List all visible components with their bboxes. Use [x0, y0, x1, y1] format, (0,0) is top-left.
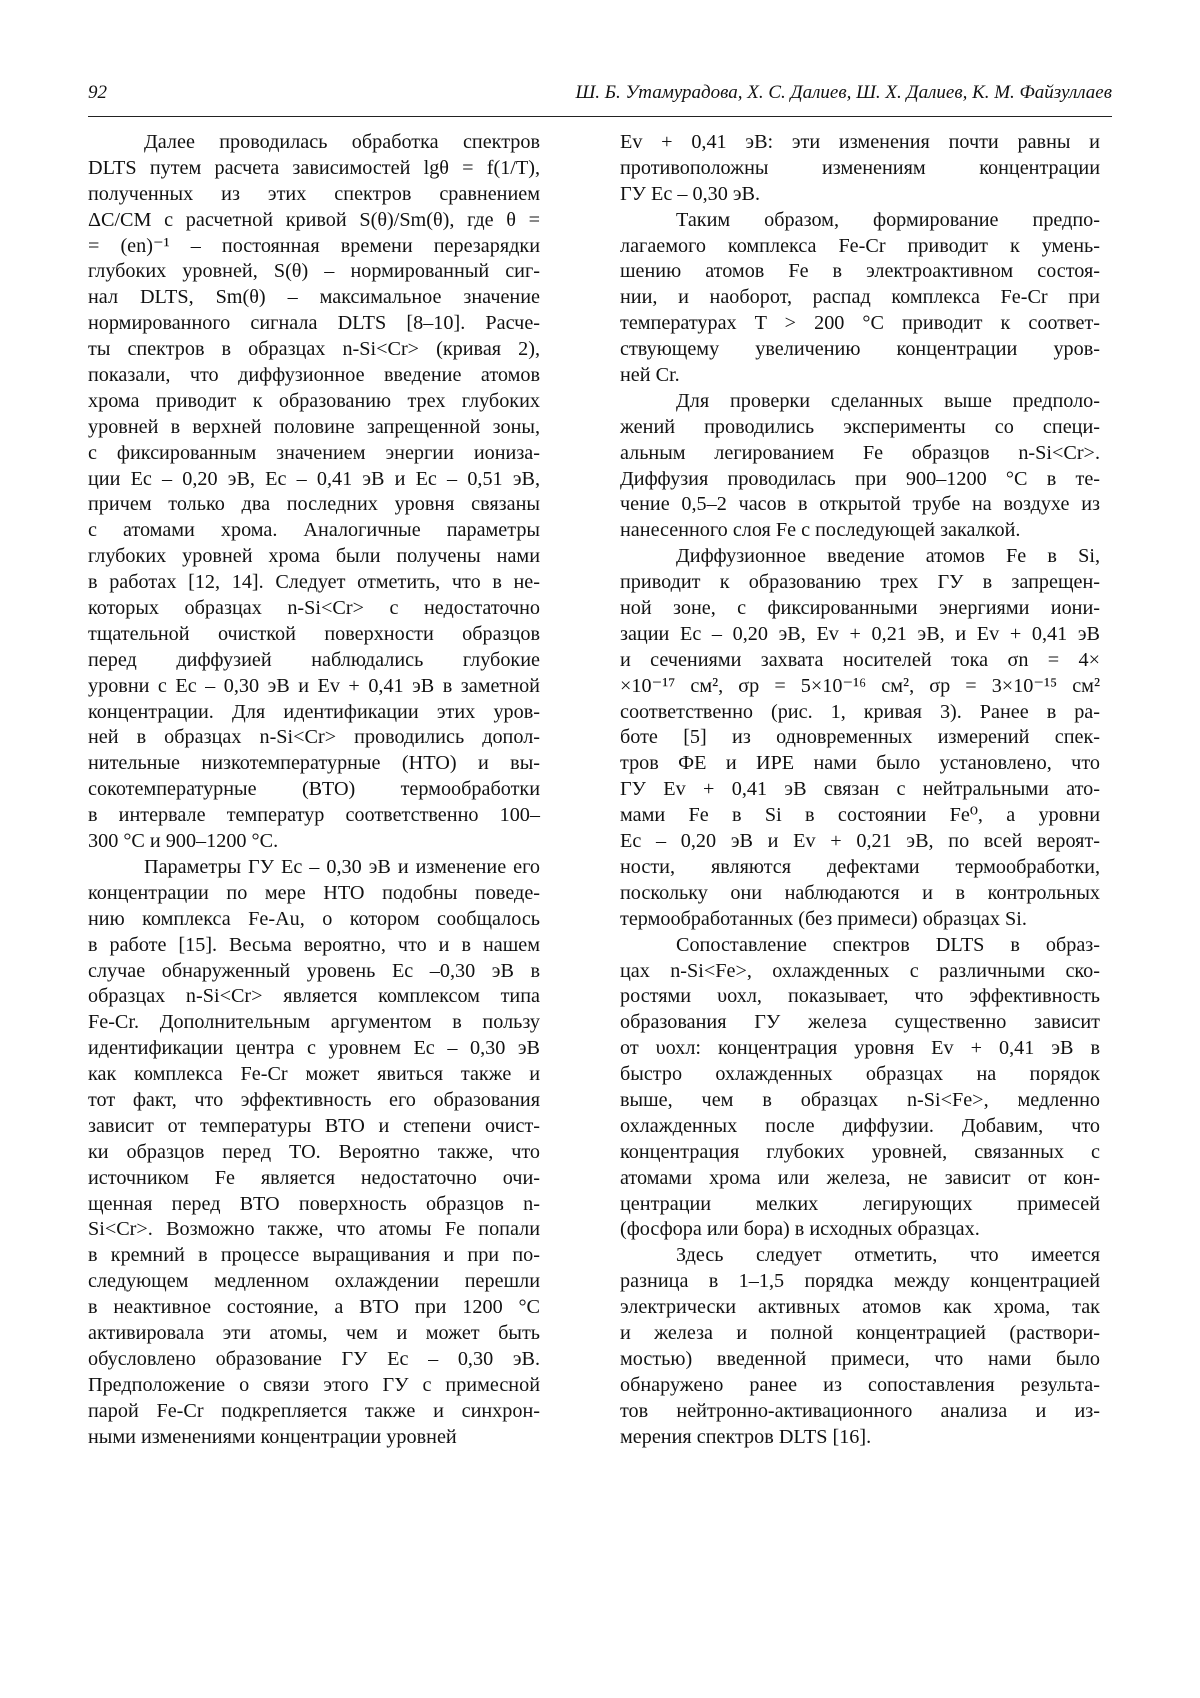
text-line: образования ГУ железа существенно зависит [620, 1010, 1100, 1036]
text-line: Параметры ГУ Ec – 0,30 эВ и изменение его [88, 855, 540, 881]
text-line: показали, что диффузионное введение атомов [88, 363, 540, 389]
text-line: с фиксированным значением энергии иониза- [88, 441, 540, 467]
text-line: образцах n-Si<Cr> является комплексом типа [88, 984, 540, 1010]
text-line: уровни с Ec – 0,30 эВ и Ev + 0,41 эВ в заметной [88, 674, 540, 700]
text-line: атомами хрома или железа, не зависит от кон- [620, 1166, 1100, 1192]
text-line: Ev + 0,41 эВ: эти изменения почти равны и [620, 130, 1100, 156]
text-line: причем только два последних уровня связаны [88, 492, 540, 518]
paragraph [620, 389, 1100, 544]
text-line: хрома приводит к образованию трех глубоких [88, 389, 540, 415]
text-line: нии, и наоборот, распад комплекса Fe-Cr при [620, 285, 1100, 311]
right-column [620, 130, 1100, 1450]
text-line: DLTS путем расчета зависимостей lgθ = f(1/T), [88, 156, 540, 182]
text-line: которых образцах n-Si<Cr> с недостаточно [88, 596, 540, 622]
text-line: ×10⁻¹⁷ см², σp = 5×10⁻¹⁶ см², σp = 3×10⁻¹⁵ см² [620, 674, 1100, 700]
text-line: как комплекса Fe-Cr может явиться также и [88, 1062, 540, 1088]
text-line: боте [5] из одновременных измерений спек- [620, 725, 1100, 751]
paragraph [88, 855, 540, 1450]
text-line: в неактивное состояние, а ВТО при 1200 °С [88, 1295, 540, 1321]
text-line: центрации мелких легирующих примесей [620, 1192, 1100, 1218]
text-line: тот факт, что эффективность его образования [88, 1088, 540, 1114]
text-line: быстро охлажденных образцах на порядок [620, 1062, 1100, 1088]
text-line: в кремний в процессе выращивания и при по- [88, 1243, 540, 1269]
left-column [88, 130, 540, 1450]
text-line: Si<Cr>. Возможно также, что атомы Fe попали [88, 1217, 540, 1243]
text-line: электрически активных атомов как хрома, так [620, 1295, 1100, 1321]
text-line: ГУ Ec – 0,30 эВ. [620, 182, 1100, 208]
text-line: глубоких уровней, S(θ) – нормированный сиг- [88, 259, 540, 285]
text-line: щенная перед ВТО поверхность образцов n- [88, 1192, 540, 1218]
text-line: Далее проводилась обработка спектров [88, 130, 540, 156]
text-line: глубоких уровней хрома были получены нами [88, 544, 540, 570]
paragraph [88, 130, 540, 855]
text-line: ней в образцах n-Si<Cr> проводились допол- [88, 725, 540, 751]
text-line: чение 0,5–2 часов в открытой трубе на воздухе из [620, 492, 1100, 518]
text-line: Fe-Cr. Дополнительным аргументом в пользу [88, 1010, 540, 1036]
text-line: ΔC/CM с расчетной кривой S(θ)/Sm(θ), где θ = [88, 208, 540, 234]
text-line: нанесенного слоя Fe с последующей закалкой. [620, 518, 1100, 544]
text-line: от υохл: концентрация уровня Ev + 0,41 эВ в [620, 1036, 1100, 1062]
text-line: поскольку они наблюдаются и в контрольных [620, 881, 1100, 907]
text-line: тров ФЕ и ИРЕ нами было установлено, что [620, 751, 1100, 777]
text-line: мерения спектров DLTS [16]. [620, 1425, 1100, 1451]
text-line: выше, чем в образцах n-Si<Fe>, медленно [620, 1088, 1100, 1114]
header-rule [88, 116, 1112, 117]
text-line: в работах [12, 14]. Следует отметить, что в не- [88, 570, 540, 596]
text-line: Таким образом, формирование предпо- [620, 208, 1100, 234]
text-line: шению атомов Fe в электроактивном состоя- [620, 259, 1100, 285]
text-line: температурах T > 200 °С приводит к соответ- [620, 311, 1100, 337]
text-line: мами Fe в Si в состоянии Fe⁰, а уровни [620, 803, 1100, 829]
page-number: 92 [88, 82, 107, 104]
text-line: с атомами хрома. Аналогичные параметры [88, 518, 540, 544]
text-line: идентификации центра с уровнем Ec – 0,30 эВ [88, 1036, 540, 1062]
text-line: жений проводились эксперименты со специ- [620, 415, 1100, 441]
text-line: концентрация глубоких уровней, связанных с [620, 1140, 1100, 1166]
text-line: ствующему увеличению концентрации уров- [620, 337, 1100, 363]
text-line: полученных из этих спектров сравнением [88, 182, 540, 208]
text-line: ности, являются дефектами термообработки, [620, 855, 1100, 881]
text-line: уровней в верхней половине запрещенной зоны, [88, 415, 540, 441]
text-line: в работе [15]. Весьма вероятно, что и в нашем [88, 933, 540, 959]
text-line: термообработанных (без примеси) образцах Si. [620, 907, 1100, 933]
running-header-authors: Ш. Б. Утамурадова, Х. С. Далиев, Ш. Х. Далиев, К. М. Файзуллаев [575, 82, 1112, 104]
text-line: сокотемпературные (ВТО) термообработки [88, 777, 540, 803]
text-line: Сопоставление спектров DLTS в образ- [620, 933, 1100, 959]
paragraph [620, 933, 1100, 1244]
text-line: разница в 1–1,5 порядка между концентрацией [620, 1269, 1100, 1295]
paragraph [620, 208, 1100, 389]
text-line: нию комплекса Fe-Au, о котором сообщалось [88, 907, 540, 933]
paragraph [620, 544, 1100, 932]
text-line: нал DLTS, Sm(θ) – максимальное значение [88, 285, 540, 311]
text-line: Для проверки сделанных выше предполо- [620, 389, 1100, 415]
text-line: альным легированием Fe образцов n-Si<Cr>. [620, 441, 1100, 467]
text-line: мостью) введенной примеси, что нами было [620, 1347, 1100, 1373]
text-line: ростями υохл, показывает, что эффективность [620, 984, 1100, 1010]
text-line: концентрации. Для идентификации этих уров- [88, 700, 540, 726]
text-line: лагаемого комплекса Fe-Cr приводит к умень- [620, 234, 1100, 260]
text-line: ки образцов перед ТО. Вероятно также, что [88, 1140, 540, 1166]
text-line: противоположны изменениям концентрации [620, 156, 1100, 182]
text-line: Диффузионное введение атомов Fe в Si, [620, 544, 1100, 570]
text-line: и железа и полной концентрацией (раствори- [620, 1321, 1100, 1347]
text-line: концентрации по мере НТО подобны поведе- [88, 881, 540, 907]
text-line: зации Ec – 0,20 эВ, Ev + 0,21 эВ, и Ev + 0,41 эВ [620, 622, 1100, 648]
text-line: нительные низкотемпературные (НТО) и вы- [88, 751, 540, 777]
text-line: = (en)⁻¹ – постоянная времени перезарядки [88, 234, 540, 260]
text-line: перед диффузией наблюдались глубокие [88, 648, 540, 674]
text-line: ными изменениями концентрации уровней [88, 1425, 540, 1451]
text-line: приводит к образованию трех ГУ в запрещен- [620, 570, 1100, 596]
text-line: соответственно (рис. 1, кривая 3). Ранее в ра- [620, 700, 1100, 726]
text-line: тов нейтронно-активационного анализа и из- [620, 1399, 1100, 1425]
text-line: ней Cr. [620, 363, 1100, 389]
text-line: зависит от температуры ВТО и степени очист- [88, 1114, 540, 1140]
text-line: ГУ Ev + 0,41 эВ связан с нейтральными ато- [620, 777, 1100, 803]
text-line: следующем медленном охлаждении перешли [88, 1269, 540, 1295]
text-line: случае обнаруженный уровень Ec –0,30 эВ в [88, 959, 540, 985]
text-line: ной зоне, с фиксированными энергиями иони- [620, 596, 1100, 622]
text-line: обнаружено ранее из сопоставления результа- [620, 1373, 1100, 1399]
text-line: ты спектров в образцах n-Si<Cr> (кривая 2), [88, 337, 540, 363]
text-line: тщательной очисткой поверхности образцов [88, 622, 540, 648]
text-line: Ec – 0,20 эВ и Ev + 0,21 эВ, по всей вероят- [620, 829, 1100, 855]
text-line: охлажденных после диффузии. Добавим, что [620, 1114, 1100, 1140]
text-line: цах n-Si<Fe>, охлажденных с различными ско- [620, 959, 1100, 985]
text-line: ции Ec – 0,20 эВ, Ec – 0,41 эВ и Ec – 0,51 эВ, [88, 467, 540, 493]
text-line: в интервале температур соответственно 100– [88, 803, 540, 829]
text-line: источником Fe является недостаточно очи- [88, 1166, 540, 1192]
paragraph [620, 130, 1100, 208]
text-line: парой Fe-Cr подкрепляется также и синхрон- [88, 1399, 540, 1425]
text-line: (фосфора или бора) в исходных образцах. [620, 1217, 1100, 1243]
text-line: обусловлено образование ГУ Ec – 0,30 эВ. [88, 1347, 540, 1373]
text-line: Здесь следует отметить, что имеется [620, 1243, 1100, 1269]
text-line: 300 °С и 900–1200 °С. [88, 829, 540, 855]
text-line: Предположение о связи этого ГУ с примесной [88, 1373, 540, 1399]
text-line: нормированного сигнала DLTS [8–10]. Расче- [88, 311, 540, 337]
text-line: Диффузия проводилась при 900–1200 °С в те- [620, 467, 1100, 493]
text-line: активировала эти атомы, чем и может быть [88, 1321, 540, 1347]
paragraph [620, 1243, 1100, 1450]
text-line: и сечениями захвата носителей тока σn = 4× [620, 648, 1100, 674]
